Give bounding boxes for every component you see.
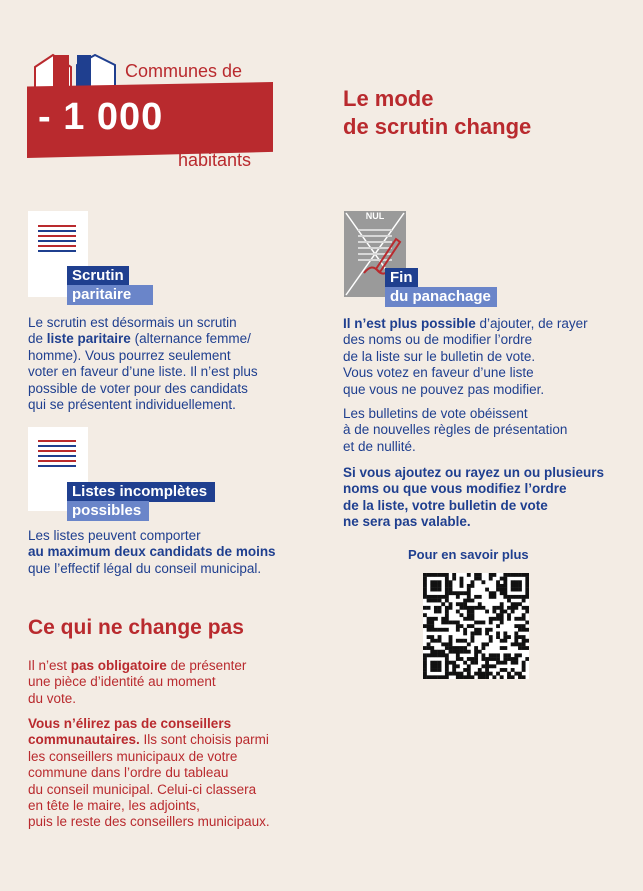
listes-label-2: possibles [67,501,149,521]
identite-paragraph: Il n’est pas obligatoire de présenter une pièce d’identité au moment du vote. [28,658,247,706]
fin-label-1: Fin [385,268,418,288]
listes-label-1: Listes incomplètes [67,482,215,502]
habitants-text: habitants [178,150,252,170]
qr-code[interactable] [423,573,529,679]
scrutin-label-1: Scrutin [67,266,129,286]
nul-ballot-icon: NUL [344,211,406,297]
conseillers-paragraph: Vous n’élirez pas de conseillers communautaires. Ils sont choisis parmi les conseillers municipaux de votre commune dans l’ordre du tableau du conseil municipal. Celui-ci classera en tête le maire, les adjoints, puis le reste des conseillers municipaux. [28,716,270,830]
section-title-ne-change-pas: Ce qui ne change pas [28,616,244,639]
title-line-2: de scrutin change [343,114,532,139]
communes-de-text: Communes de [125,61,243,81]
savoir-plus-label: Pour en savoir plus [408,547,529,562]
scrutin-paragraph: Le scrutin est désormais un scrutin de liste paritaire (alternance femme/ homme). Vous pourrez seulement voter en faveur d’une liste. Il n’est plus possible de voter pour des candidats qui se présentent individuellement. [28,315,258,413]
fin-paragraph-3: Si vous ajoutez ou rayez un ou plusieurs noms ou que vous modifiez l’ordre de la liste, votre bulletin de vote ne sera pas valable. [343,465,605,530]
population-number: - 1 000 [38,96,164,138]
page-title [343,85,603,141]
scrutin-label-2: paritaire [67,285,153,305]
fin-paragraph-2: Les bulletins de vote obéissent à de nouvelles règles de présentation et de nullité. [343,406,568,454]
fin-paragraph-1: Il n’est plus possible d’ajouter, de rayer des noms ou de modifier l’ordre de la liste sur le bulletin de vote. Vous votez en faveur d’une liste que vous ne pouvez pas modifier. [343,316,588,397]
fin-label-2: du panachage [385,287,497,307]
listes-paragraph: Les listes peuvent comporter au maximum deux candidats de moins que l’effectif légal du conseil municipal. [28,528,276,576]
title-line-1: Le mode [343,86,434,111]
